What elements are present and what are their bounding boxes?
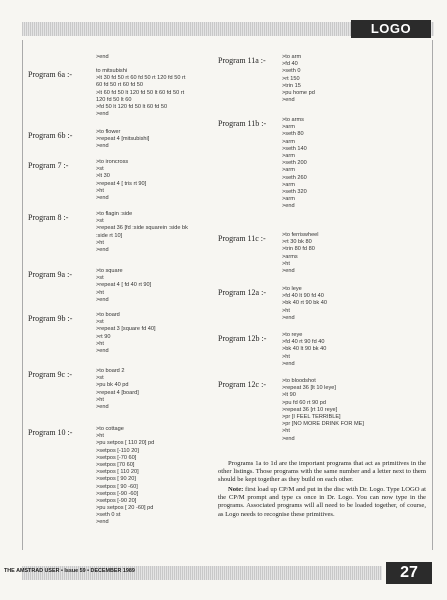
code-line: >lt 60 fd 50 lt 120 fd 50 lt 60 fd 50 rt	[96, 89, 185, 96]
code-line: >to arms	[282, 117, 304, 123]
program-label: Program 12c :-	[218, 380, 266, 389]
code-line: >repeat 3 [square fd 40]	[96, 326, 156, 333]
code-line: >st	[96, 319, 104, 326]
code-line: >pu bk 40 pd	[96, 382, 129, 389]
right-border-rule	[432, 40, 433, 550]
program-label: Program 11b :-	[218, 119, 267, 128]
code-line: >end	[96, 54, 109, 60]
paragraph-1: Programs 1a to 1d are the important programs that act as primitives in the other listings. Those programs with the same number and a letter next to them should be kept together as they build on each other.	[218, 460, 426, 484]
code-listing	[96, 211, 188, 254]
code-line: >seth 260	[282, 174, 307, 181]
code-line: >repeat 36 [lt 10 leye]	[282, 385, 336, 392]
code-line: 120 fd 50 lt 60	[96, 96, 132, 103]
program-label: Program 8 :-	[28, 213, 69, 222]
code-listing	[282, 332, 326, 368]
program-label: Program 9b :-	[28, 314, 73, 323]
code-line: >ht	[282, 353, 290, 360]
code-line: 60 fd 50 rt 60 fd 50	[96, 82, 143, 89]
section-title: LOGO	[351, 20, 431, 38]
code-line: >arm	[282, 138, 295, 145]
code-line: >ht	[96, 187, 104, 194]
code-listing	[96, 129, 149, 151]
program-label: Program 9c :-	[28, 370, 72, 379]
note-lead: Note:	[228, 486, 244, 494]
note-text: first load up CP/M and put in the disc with Dr. Logo. Type LOGO at the CP/M prompt and type cs once in Dr. Logo. You can now type in the programs. Associated programs will all need to be loaded together, of course, as Logo needs to recognise these primitives.	[218, 486, 426, 518]
code-line: >st	[96, 275, 104, 282]
code-listing	[282, 117, 307, 210]
code-line: >end	[96, 296, 109, 303]
code-line: >end	[96, 111, 109, 118]
code-line: >setpos [ 90 20]	[96, 476, 136, 483]
code-line: >st	[96, 218, 104, 225]
code-line: :side rt 10]	[96, 232, 123, 239]
code-listing	[282, 378, 364, 443]
code-line: to mitsubishi	[96, 68, 128, 74]
left-border-rule	[22, 40, 23, 550]
code-line: >ht	[96, 340, 104, 347]
code-line: >repeat 36 [rt 10 reye]	[282, 406, 338, 413]
code-line: >to ironcross	[96, 159, 129, 165]
code-line: >to square	[96, 268, 123, 274]
code-line: >st	[96, 166, 104, 173]
program-label: Program 7 :-	[28, 161, 69, 170]
code-line: >ht	[282, 260, 290, 267]
code-line: >seth 0	[282, 68, 301, 75]
code-line: >trin 15	[282, 82, 301, 89]
code-line: >setpos [ 90 -60]	[96, 483, 138, 490]
code-line: >arm	[282, 152, 295, 159]
program-label: Program 9a :-	[28, 270, 72, 279]
program-label: Program 11a :-	[218, 56, 266, 65]
code-line: >end	[96, 246, 109, 253]
code-line: >end	[96, 519, 109, 526]
code-line: >pu setpos [ 20 -60] pd	[96, 505, 154, 512]
code-listing	[96, 368, 139, 411]
code-line: >setpos [70 60]	[96, 461, 135, 468]
code-line: >rt 30 bk 80	[282, 239, 312, 246]
code-listing	[282, 286, 327, 322]
code-line: >to leye	[282, 286, 302, 292]
code-line: >pr [NO MORE DRINK FOR ME]	[282, 421, 364, 428]
code-line: >fd 40	[282, 61, 298, 68]
code-line: >fd 40 lt 90 fd 40	[282, 293, 324, 300]
footer-issue-line: THE AMSTRAD USER • Issue 59 • DECEMBER 1989	[4, 568, 135, 574]
code-line: >to reye	[282, 332, 303, 338]
code-line: >end	[96, 143, 109, 150]
code-line: >end	[282, 203, 295, 210]
code-line: >end	[96, 194, 109, 201]
code-listing	[96, 159, 146, 202]
code-line: >arm	[282, 196, 295, 203]
code-line: >end	[282, 267, 295, 274]
code-line: >to ferriswheel	[282, 232, 319, 238]
code-line: >arm	[282, 167, 295, 174]
code-line: >fd 40 rt 90 fd 40	[282, 339, 325, 346]
code-line: >end	[96, 347, 109, 354]
code-line: >repeat 4 [board]	[96, 389, 139, 396]
code-line: >setpos [-70 60]	[96, 454, 137, 461]
code-line: >ht	[96, 433, 104, 440]
program-label: Program 6a :-	[28, 70, 72, 79]
code-line: >lt 90	[282, 392, 296, 399]
code-line: >to board	[96, 312, 120, 318]
code-line: >arms	[282, 253, 298, 260]
code-line: >ht	[96, 239, 104, 246]
code-line: >end	[282, 435, 295, 442]
code-listing	[96, 268, 151, 304]
code-line: >setpos [-110 20]	[96, 447, 139, 454]
code-listing	[96, 68, 185, 118]
code-line: >setpos [-90 20]	[96, 497, 137, 504]
code-listing	[282, 54, 315, 104]
code-line: >end	[96, 403, 109, 410]
code-line: >end	[282, 360, 295, 367]
code-line: >ht	[282, 307, 290, 314]
code-listing	[96, 426, 154, 527]
code-line: >to bloodshot	[282, 378, 316, 384]
code-line: >end	[282, 314, 295, 321]
code-line: >bk 40 rt 90 bk 40	[282, 300, 327, 307]
code-line: >ht	[96, 289, 104, 296]
code-line: >lt 30	[96, 173, 110, 180]
code-line: >trin 80 fd 80	[282, 246, 315, 253]
program-label: Program 12b :-	[218, 334, 267, 343]
program-label: Program 11c :-	[218, 234, 266, 243]
code-listing	[282, 232, 319, 275]
code-line: >to flagin :side	[96, 211, 133, 217]
code-line: >seth 80	[282, 131, 304, 138]
code-line: >ht	[96, 396, 104, 403]
code-line: >setpos [-90 -60]	[96, 490, 139, 497]
code-line: >seth 0 st	[96, 512, 121, 519]
code-line: >bk 40 lt 90 bk 40	[282, 346, 327, 353]
code-line: >setpos [ 110 20]	[96, 469, 139, 476]
code-line: >to arm	[282, 54, 302, 60]
program-label: Program 12a :-	[218, 288, 266, 297]
code-line: >arm	[282, 181, 295, 188]
code-line: >seth 320	[282, 188, 307, 195]
code-line: >arm	[282, 124, 295, 131]
code-line: >seth 140	[282, 145, 307, 152]
code-line: >to flower	[96, 129, 121, 135]
program-label: Program 6b :-	[28, 131, 73, 140]
code-line: >repeat 4 [mitsubishi]	[96, 136, 150, 143]
code-line: >pu fd 60 rt 90 pd	[282, 399, 327, 406]
code-line: >ht	[282, 428, 290, 435]
code-line: >rt 150	[282, 75, 300, 82]
code-line: >repeat 4 [ fd 40 rt 90]	[96, 282, 152, 289]
page-number: 27	[386, 562, 432, 584]
code-line: >lt 30 fd 50 rt 60 fd 50 rt 120 fd 50 rt	[96, 75, 186, 82]
code-line: >st	[96, 375, 104, 382]
article-text	[218, 460, 426, 519]
code-line: >pu setpos [ 110 20] pd	[96, 440, 155, 447]
code-listing	[96, 54, 109, 61]
code-line: >repeat 36 [fd :side squarein :side bk	[96, 225, 188, 232]
code-line: >to board 2	[96, 368, 125, 374]
code-listing	[96, 312, 156, 355]
code-line: >pu home pd	[282, 89, 315, 96]
code-line: >pr [I FEEL TERRIBLE]	[282, 413, 341, 420]
code-line: >end	[282, 97, 295, 104]
code-line: >seth 200	[282, 160, 307, 167]
code-line: >fd 50 lt 120 fd 50 lt 60 fd 50	[96, 103, 168, 110]
code-line: >rt 90	[96, 333, 111, 340]
program-label: Program 10 :-	[28, 428, 73, 437]
code-line: >repeat 4 [ tris rt 90]	[96, 180, 147, 187]
code-line: >to cottage	[96, 426, 124, 432]
paragraph-2	[218, 486, 426, 518]
